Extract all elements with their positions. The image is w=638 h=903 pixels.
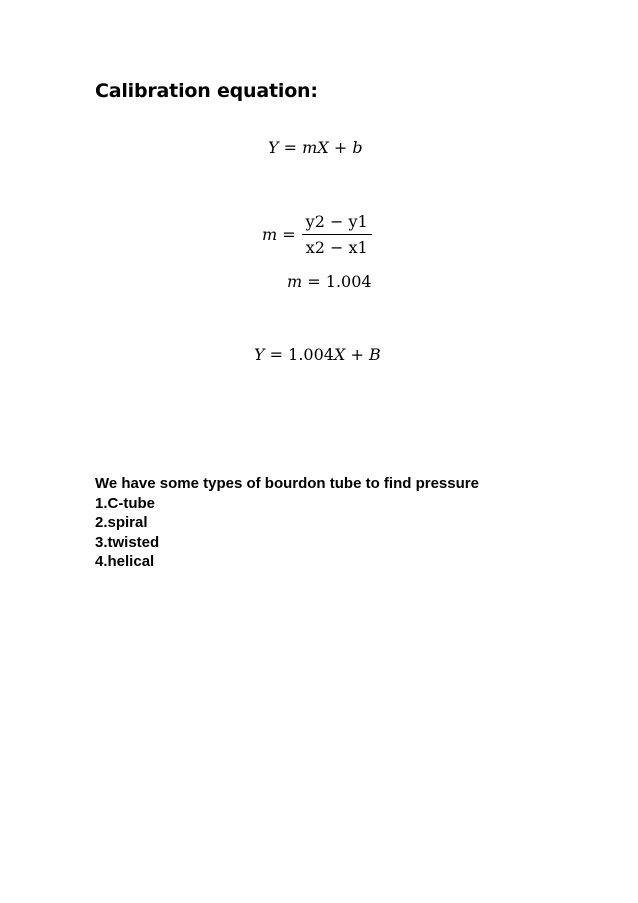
eq-operator: =: [307, 272, 321, 291]
fraction-denominator: x2 − x1: [305, 238, 368, 257]
bourdon-types-block: [95, 474, 479, 572]
eq-symbol: X: [333, 345, 346, 364]
eq-symbol: Y: [268, 138, 279, 157]
eq-operator: =: [269, 345, 284, 364]
eq-symbol: m: [262, 225, 278, 244]
eq-symbol: Y: [254, 345, 265, 364]
list-item: 1.C-tube: [95, 494, 155, 512]
eq-symbol: B: [368, 345, 381, 364]
list-item: 3.twisted: [95, 533, 160, 551]
slope-fraction: [302, 212, 372, 257]
eq-symbol: m: [302, 138, 318, 157]
eq-symbol: X: [317, 138, 329, 157]
eq-value: 1.004: [288, 345, 334, 364]
slope-value-equation: [287, 272, 372, 291]
body-text: We have some types of bourdon tube to find pressure: [95, 475, 479, 492]
eq-value: 1.004: [325, 272, 372, 291]
eq-operator: +: [333, 138, 348, 157]
list-item: 2.spiral: [95, 514, 148, 531]
list-item: 4.helical: [95, 553, 155, 570]
final-equation: [254, 345, 381, 364]
eq-symbol: m: [287, 272, 303, 291]
calibration-equation: [268, 138, 363, 157]
eq-symbol: b: [352, 138, 363, 157]
section-heading: Calibration equation:: [95, 80, 318, 102]
eq-operator: +: [350, 345, 364, 364]
eq-operator: =: [283, 138, 298, 157]
slope-equation: [262, 212, 372, 257]
fraction-numerator: y2 − y1: [302, 212, 372, 235]
eq-operator: =: [282, 225, 296, 244]
